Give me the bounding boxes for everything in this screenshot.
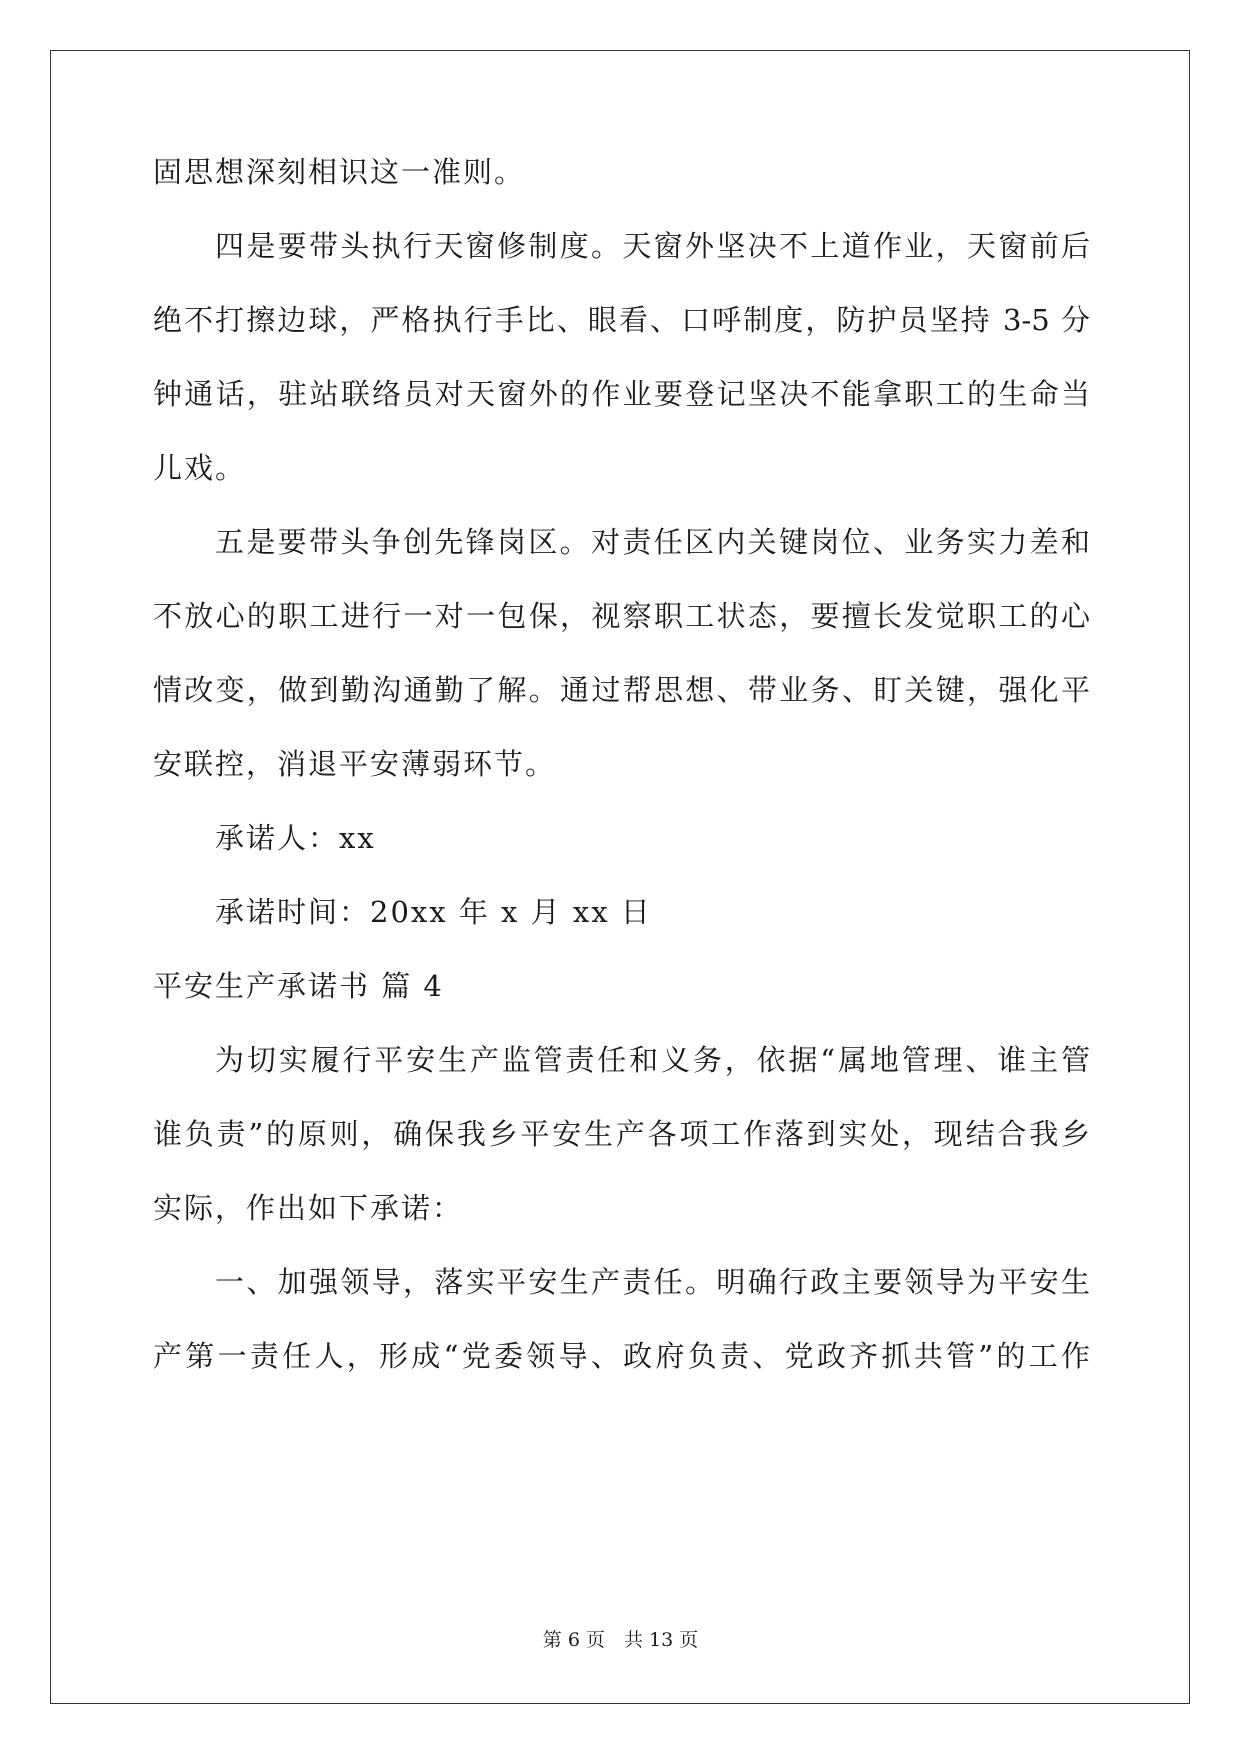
text-line-2: 四是要带头执行天窗修制度。天窗外坚决不上道作业，天窗前后 xyxy=(215,229,1090,263)
text-line-1: 固思想深刻相识这一准则。 xyxy=(153,155,526,189)
text-line-17: 产第一责任人，形成“党委领导、政府负责、党政齐抓共管”的工作 xyxy=(153,1339,1090,1373)
section-heading: 平安生产承诺书 篇 4 xyxy=(153,969,444,1003)
date-line: 承诺时间：20xx 年 x 月 xx 日 xyxy=(215,895,652,929)
signatory-line: 承诺人：xx xyxy=(215,821,376,855)
text-line-7: 不放心的职工进行一对一包保，视察职工状态，要擅长发觉职工的心 xyxy=(153,599,1090,633)
text-line-15: 实际，作出如下承诺： xyxy=(153,1191,464,1225)
text-line-14: 谁负责”的原则，确保我乡平安生产各项工作落到实处，现结合我乡 xyxy=(153,1117,1090,1151)
page-number: 第 6 页 共 13 页 xyxy=(542,1629,699,1651)
text-line-3: 绝不打擦边球，严格执行手比、眼看、口呼制度，防护员坚持 3-5 分 xyxy=(153,303,1090,337)
text-line-16: 一、加强领导，落实平安生产责任。明确行政主要领导为平安生 xyxy=(215,1265,1090,1299)
text-line-5: 儿戏。 xyxy=(153,451,247,485)
text-line-4: 钟通话，驻站联络员对天窗外的作业要登记坚决不能拿职工的生命当 xyxy=(153,377,1090,411)
page-border xyxy=(50,50,1190,1704)
text-line-8: 情改变，做到勤沟通勤了解。通过帮思想、带业务、盯关键，强化平 xyxy=(153,673,1090,707)
text-line-13: 为切实履行平安生产监管责任和义务，依据“属地管理、谁主管 xyxy=(215,1043,1090,1077)
text-line-9: 安联控，消退平安薄弱环节。 xyxy=(153,747,557,781)
text-line-6: 五是要带头争创先锋岗区。对责任区内关键岗位、业务实力差和 xyxy=(215,525,1090,559)
